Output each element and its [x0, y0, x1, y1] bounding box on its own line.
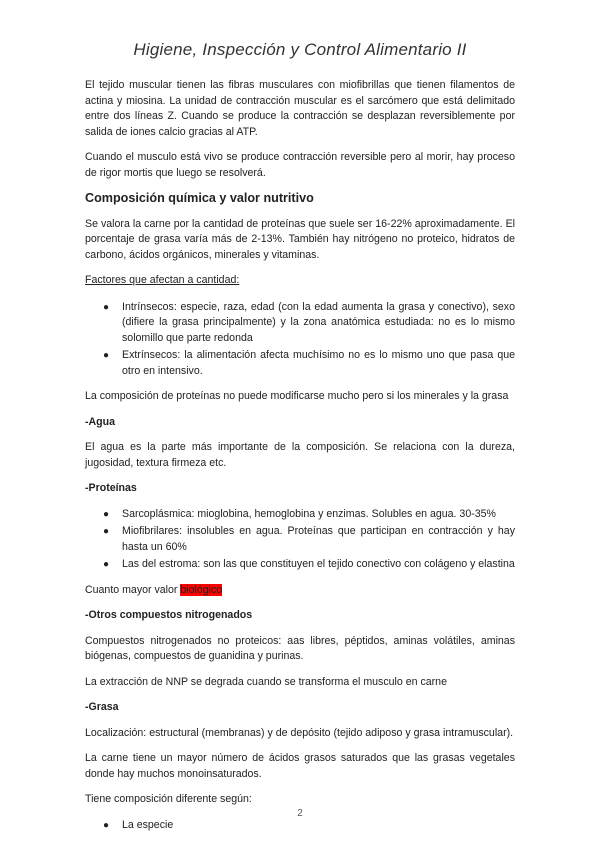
paragraph: La composición de proteínas no puede modificarse mucho pero si los minerales y la grasa	[85, 390, 509, 402]
paragraph: Localización: estructural (membranas) y de depósito (tejido adiposo y grasa intramuscular).	[85, 726, 514, 739]
paragraph: Compuestos nitrogenados no proteicos: aas libres, péptidos, aminas volátiles, aminas biógenas, compuestos de guanidina y purinas.	[85, 634, 515, 662]
list-item: ● Extrínsecos: la alimentación afecta muchísimo no es lo mismo uno que pasa que otro en intensivo.	[103, 349, 515, 377]
list-item: ● Las del estroma: son las que constituyen el tejido conectivo con colágeno y elastina	[85, 557, 515, 573]
list-item: ● Intrínsecos: especie, raza, edad (con la edad aumenta la grasa y conectivo), sexo (difiere la grasa principalmente) y la zona anatómica estudiada: no es lo mismo solomillo que parte redonda	[103, 300, 515, 344]
bullet-icon: ●	[103, 301, 110, 313]
subheading-grasa: -Grasa	[85, 701, 119, 713]
list-item: ● Sarcoplásmica: mioglobina, hemoglobina y enzimas. Solubles en agua. 30-35%	[85, 507, 515, 523]
factores-list	[85, 300, 515, 380]
subheading-otros: -Otros compuestos nitrogenados	[85, 609, 253, 621]
segun-list	[85, 818, 515, 834]
section-heading: Composición química y valor nutritivo	[85, 191, 314, 205]
paragraph: Tiene composición diferente según:	[85, 793, 252, 805]
highlighted-text: biológico	[180, 583, 223, 596]
subheading-proteinas: -Proteínas	[85, 482, 137, 494]
bullet-icon: ●	[103, 559, 110, 570]
proteinas-list	[85, 507, 515, 573]
page-number: 2	[297, 808, 303, 819]
factores-title: Factores que afectan a cantidad:	[85, 274, 240, 286]
document-body	[85, 78, 515, 843]
list-item: ● Miofibrilares: insolubles en agua. Proteínas que participan en contracción y hay hasta un 60%	[103, 525, 515, 553]
list-item: ● La especie	[85, 818, 515, 834]
paragraph: Cuando el musculo está vivo se produce contracción reversible pero al morir, hay proceso de rigor mortis que luego se resolverá.	[85, 151, 515, 179]
paragraph: Se valora la carne por la cantidad de proteínas que suele ser 16-22% aproximadamente. El porcentaje de grasa varía más de 2-13%. También hay nitrógeno no proteico, hidratos de carbono, ácidos orgánicos, minerales y vitaminas.	[85, 217, 515, 261]
bullet-icon: ●	[103, 350, 110, 361]
paragraph: El tejido muscular tienen las fibras musculares con miofibrillas que tienen filamentos de actina y miosina. La unidad de contracción muscular es el sarcómero que está delimitado entre dos líneas Z. Cuando se produce la contracción se desplazan reversiblemente por salida de iones calcio gracias al ATP.	[85, 79, 515, 138]
page-header: Higiene, Inspección y Control Alimentario II	[133, 40, 467, 59]
subheading-agua: -Agua	[85, 415, 116, 428]
paragraph: La carne tiene un mayor número de ácidos grasos saturados que las grasas vegetales donde hay muchos monoinsaturados.	[85, 752, 515, 780]
bullet-icon: ●	[103, 526, 110, 537]
bullet-icon: ●	[103, 508, 110, 520]
paragraph: El agua es la parte más importante de la composición. Se relaciona con la dureza, jugosidad, textura firmeza etc.	[85, 441, 515, 469]
paragraph: La extracción de NNP se degrada cuando se transforma el musculo en carne	[85, 675, 447, 688]
bullet-icon: ●	[103, 819, 110, 831]
paragraph: Cuanto mayor valor biológico	[85, 583, 223, 596]
